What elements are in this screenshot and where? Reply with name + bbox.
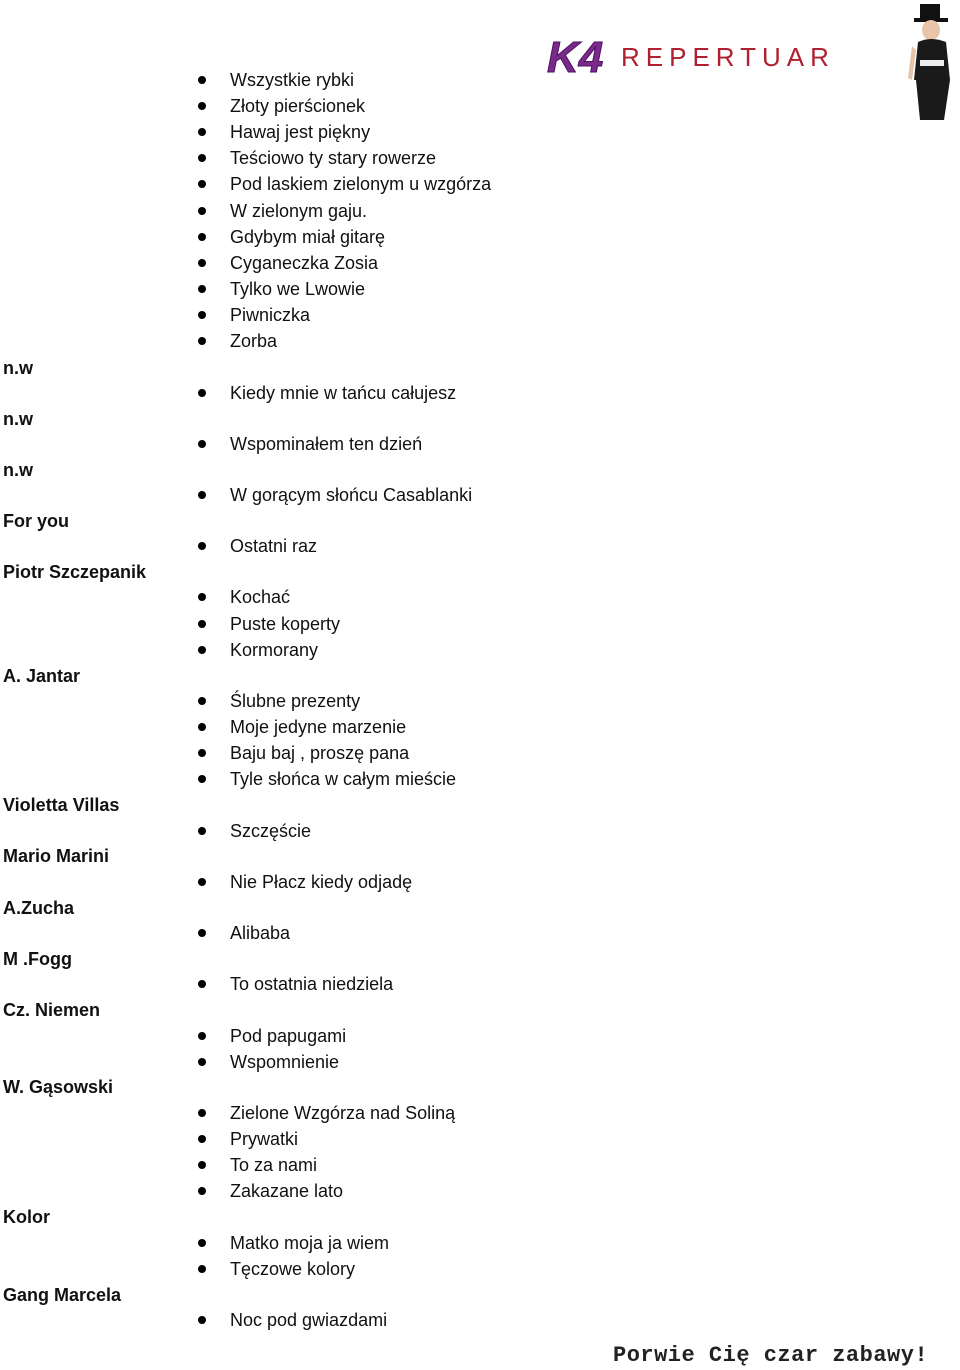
- song-item: Pod laskiem zielonym u wzgórza: [196, 173, 491, 195]
- bullet-icon: [198, 1135, 206, 1143]
- bullet-icon: [198, 76, 206, 84]
- song-item: Ślubne prezenty: [196, 690, 360, 712]
- song-item: Piwniczka: [196, 304, 310, 326]
- bullet-icon: [198, 128, 206, 136]
- song-item: Tyle słońca w całym mieście: [196, 768, 456, 790]
- bullet-icon: [198, 1109, 206, 1117]
- song-item: Pod papugami: [196, 1025, 346, 1047]
- song-item: Tylko we Lwowie: [196, 278, 365, 300]
- song-item: Alibaba: [196, 922, 290, 944]
- artist-label: Violetta Villas: [3, 795, 120, 815]
- song-item: Wszystkie rybki: [196, 69, 354, 91]
- song-item: Teściowo ty stary rowerze: [196, 147, 436, 169]
- song-item: Wspomnienie: [196, 1051, 339, 1073]
- bullet-icon: [198, 1187, 206, 1195]
- bullet-icon: [198, 980, 206, 988]
- bullet-icon: [198, 1058, 206, 1066]
- song-item: Noc pod gwiazdami: [196, 1309, 387, 1331]
- bullet-icon: [198, 154, 206, 162]
- artist-label: n.w: [3, 358, 33, 378]
- bullet-icon: [198, 697, 206, 705]
- bullet-icon: [198, 827, 206, 835]
- bullet-icon: [198, 723, 206, 731]
- bullet-icon: [198, 311, 206, 319]
- song-item: Nie Płacz kiedy odjadę: [196, 871, 412, 893]
- artist-label: n.w: [3, 460, 33, 480]
- artist-label: W. Gąsowski: [3, 1077, 114, 1097]
- song-item: Złoty pierścionek: [196, 95, 365, 117]
- bullet-icon: [198, 749, 206, 757]
- artist-label: Kolor: [3, 1207, 50, 1227]
- bullet-icon: [198, 259, 206, 267]
- song-item: Kormorany: [196, 639, 318, 661]
- bullet-icon: [198, 620, 206, 628]
- bullet-icon: [198, 1316, 206, 1324]
- bullet-icon: [198, 207, 206, 215]
- bullet-icon: [198, 180, 206, 188]
- bullet-icon: [198, 389, 206, 397]
- artist-label: Mario Marini: [3, 846, 110, 866]
- artist-label: For you: [3, 511, 69, 531]
- artist-label: Gang Marcela: [3, 1285, 122, 1305]
- song-item: Zielone Wzgórza nad Soliną: [196, 1102, 455, 1124]
- bullet-icon: [198, 1161, 206, 1169]
- bullet-icon: [198, 1032, 206, 1040]
- artist-label: Cz. Niemen: [3, 1000, 101, 1020]
- song-item: Zorba: [196, 330, 277, 352]
- song-item: To ostatnia niedziela: [196, 973, 393, 995]
- song-item: Matko moja ja wiem: [196, 1232, 389, 1254]
- song-item: Zakazane lato: [196, 1180, 343, 1202]
- song-item: Puste koperty: [196, 613, 340, 635]
- bullet-icon: [198, 337, 206, 345]
- song-item: Ostatni raz: [196, 535, 317, 557]
- artist-label: A.Zucha: [3, 898, 75, 918]
- bullet-icon: [198, 929, 206, 937]
- bullet-icon: [198, 440, 206, 448]
- song-item: Baju baj , proszę pana: [196, 742, 409, 764]
- k4-logo-mark: K4: [547, 33, 604, 82]
- bullet-icon: [198, 593, 206, 601]
- repertuar-wordmark: REPERTUAR: [621, 42, 835, 72]
- footer-slogan: Porwie Cię czar zabawy!: [613, 1343, 929, 1368]
- song-item: W gorącym słońcu Casablanki: [196, 484, 472, 506]
- song-item: Szczęście: [196, 820, 311, 842]
- artist-label: A. Jantar: [3, 666, 81, 686]
- song-item: Tęczowe kolory: [196, 1258, 355, 1280]
- artist-label: n.w: [3, 409, 33, 429]
- bullet-icon: [198, 1239, 206, 1247]
- k4-repertuar-logo: [545, 28, 905, 88]
- bullet-icon: [198, 878, 206, 886]
- song-item: Prywatki: [196, 1128, 298, 1150]
- song-item: Kiedy mnie w tańcu całujesz: [196, 382, 456, 404]
- bullet-icon: [198, 775, 206, 783]
- bullet-icon: [198, 233, 206, 241]
- bullet-icon: [198, 491, 206, 499]
- bullet-icon: [198, 102, 206, 110]
- bullet-icon: [198, 285, 206, 293]
- song-item: Kochać: [196, 586, 290, 608]
- song-item: Wspominałem ten dzień: [196, 433, 422, 455]
- bullet-icon: [198, 542, 206, 550]
- artist-label: Piotr Szczepanik: [3, 562, 147, 582]
- song-item: Cyganeczka Zosia: [196, 252, 378, 274]
- song-item: Gdybym miał gitarę: [196, 226, 385, 248]
- song-item: To za nami: [196, 1154, 317, 1176]
- bullet-icon: [198, 646, 206, 654]
- performer-figure: [906, 2, 960, 120]
- song-item: Moje jedyne marzenie: [196, 716, 406, 738]
- bullet-icon: [198, 1265, 206, 1273]
- song-item: W zielonym gaju.: [196, 200, 367, 222]
- song-item: Hawaj jest piękny: [196, 121, 370, 143]
- artist-label: M .Fogg: [3, 949, 72, 969]
